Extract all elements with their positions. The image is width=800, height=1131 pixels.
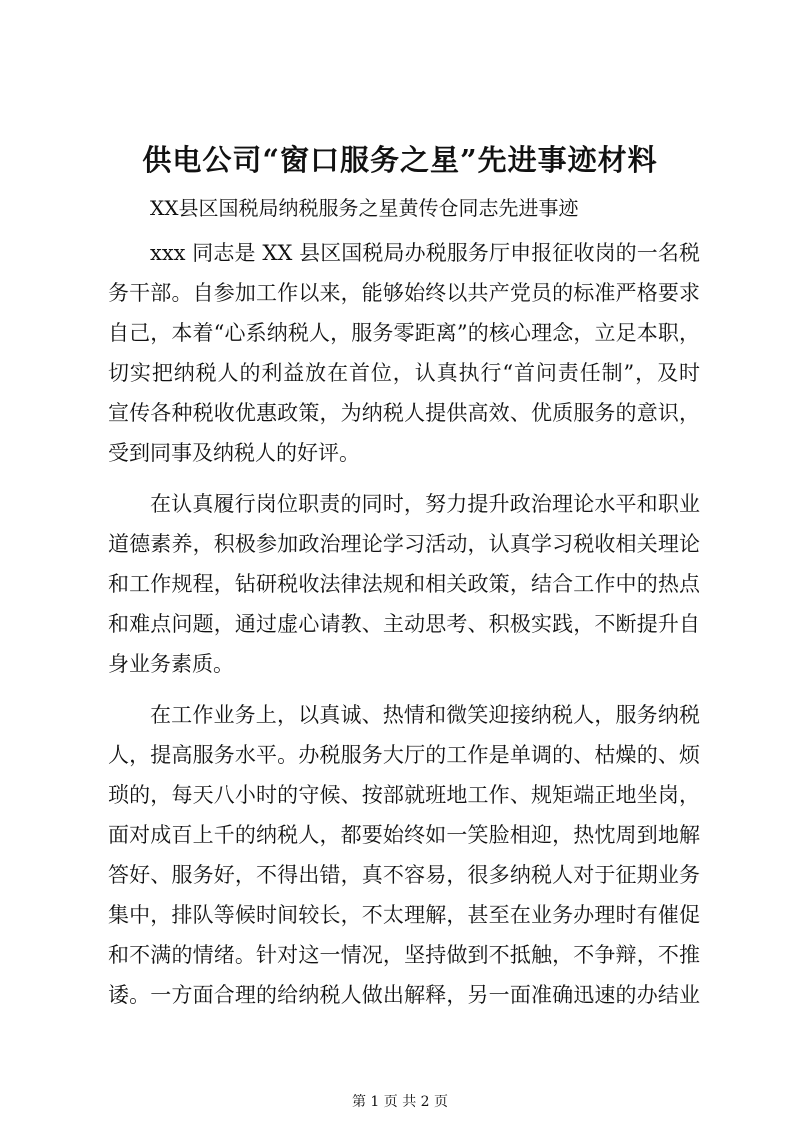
paragraph-line: 人，提高服务水平。办税服务大厅的工作是单调的、枯燥的、烦 xyxy=(108,743,700,767)
paragraph-line: 琐的，每天八小时的守候、按部就班地工作、规矩端正地坐岗， xyxy=(108,783,700,807)
paragraph-line: 自己，本着“心系纳税人，服务零距离”的核心理念，立足本职， xyxy=(108,321,700,345)
paragraph-line: xxx 同志是 XX 县区国税局办税服务厅申报征收岗的一名税 xyxy=(150,241,700,265)
paragraph-line: 和不满的情绪。针对这一情况，坚持做到不抵触，不争辩，不推 xyxy=(108,943,700,967)
page-number-footer: 第 1 页 共 2 页 xyxy=(351,1094,449,1110)
document-body xyxy=(108,233,700,1026)
paragraph-line: 和工作规程，钻研税收法律法规和相关政策，结合工作中的热点 xyxy=(108,572,700,596)
paragraph-line: 务干部。自参加工作以来，能够始终以共产党员的标准严格要求 xyxy=(108,281,700,305)
paragraph-line: 宣传各种税收优惠政策，为纳税人提供高效、优质服务的意识， xyxy=(108,401,700,425)
paragraph-line: 答好、服务好，不得出错，真不容易，很多纳税人对于征期业务 xyxy=(108,863,700,887)
paragraph-line: 和难点问题，通过虚心请教、主动思考、积极实践，不断提升自 xyxy=(108,612,700,636)
paragraph-line: 面对成百上千的纳税人，都要始终如一笑脸相迎，热忱周到地解 xyxy=(108,823,700,847)
paragraph-2 xyxy=(108,484,700,684)
paragraph-line: 在认真履行岗位职责的同时，努力提升政治理论水平和职业 xyxy=(150,492,700,516)
paragraph-line: 切实把纳税人的利益放在首位，认真执行“首问责任制”，及时 xyxy=(108,361,700,385)
paragraph-line: 集中，排队等候时间较长，不太理解，甚至在业务办理时有催促 xyxy=(108,903,700,927)
paragraph-line: 在工作业务上，以真诚、热情和微笑迎接纳税人，服务纳税 xyxy=(150,703,700,727)
document-subtitle: XX县区国税局纳税服务之星黄传仓同志先进事迹 xyxy=(150,196,579,220)
paragraph-line: 受到同事及纳税人的好评。 xyxy=(108,441,360,465)
paragraph-line: 身业务素质。 xyxy=(108,652,234,676)
paragraph-1 xyxy=(108,233,700,473)
paragraph-line: 道德素养，积极参加政治理论学习活动，认真学习税收相关理论 xyxy=(108,532,700,556)
document-title: 供电公司“窗口服务之星”先进事迹材料 xyxy=(142,143,658,177)
paragraph-3 xyxy=(108,695,700,1015)
paragraph-line: 诿。一方面合理的给纳税人做出解释，另一面准确迅速的办结业 xyxy=(108,983,700,1007)
